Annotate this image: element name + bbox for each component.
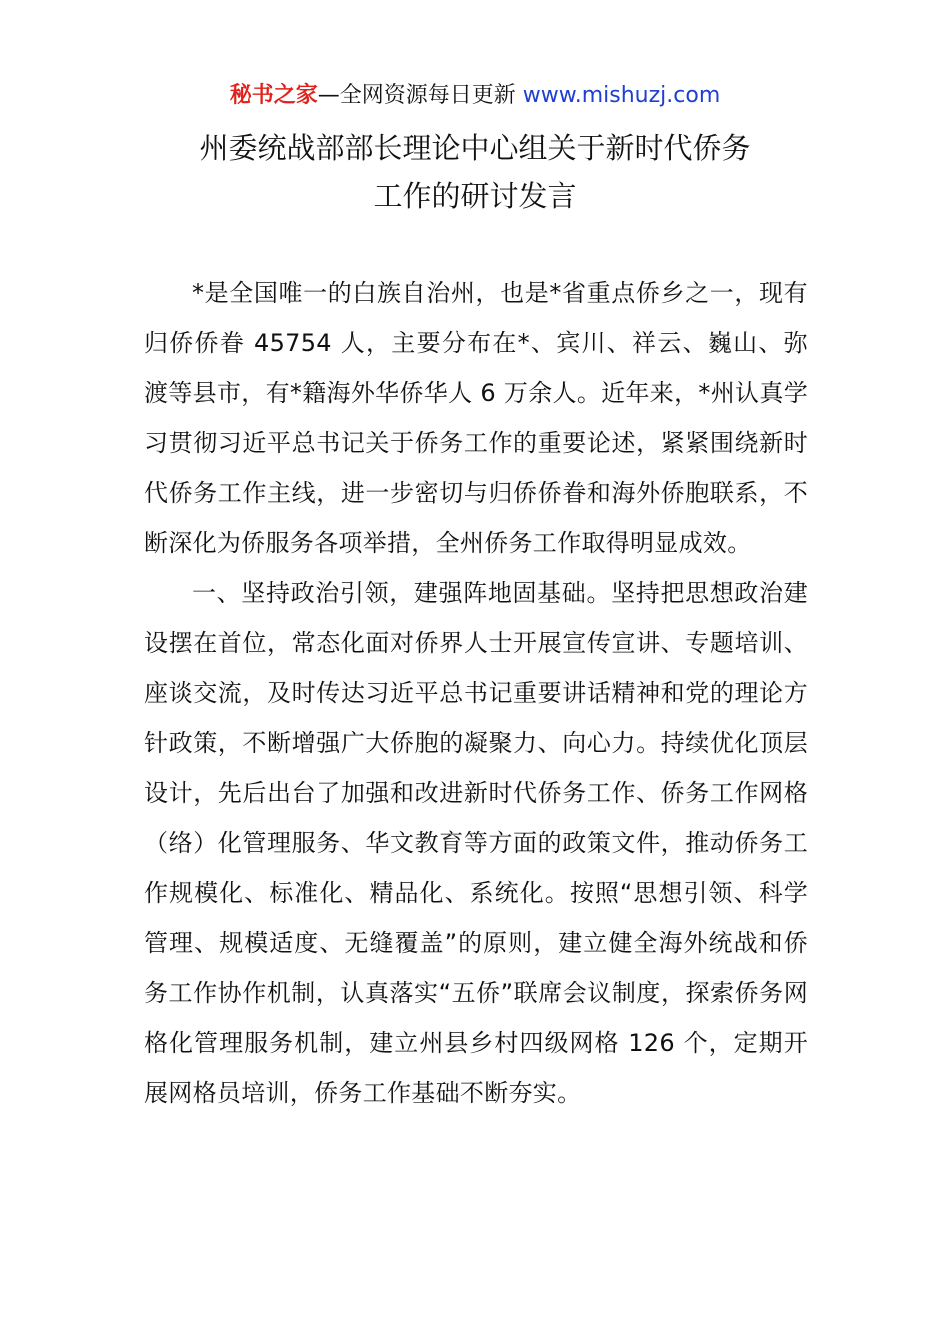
site-tagline: —全网资源每日更新 bbox=[317, 83, 523, 108]
body-paragraph: *是全国唯一的白族自治州，也是*省重点侨乡之一，现有归侨侨眷 45754 人，主要分布在*、宾川、祥云、巍山、弥渡等县市，有*籍海外华侨华人 6 万余人。近年来，*州认真学习贯彻习近平总书记关于侨务工作的重要论述，紧紧围绕新时代侨务工作主线，进一步密切与归侨侨眷和海外侨胞联系，不断深化为侨服务各项举措，全州侨务工作取得明显成效。 bbox=[144, 279, 808, 557]
site-brand: 秘书之家 bbox=[229, 83, 318, 108]
site-header bbox=[0, 80, 950, 112]
site-url-link[interactable]: www.mishuzj.com bbox=[522, 83, 721, 108]
document-title-line-1: 州委统战部部长理论中心组关于新时代侨务 bbox=[199, 131, 751, 165]
document-title bbox=[0, 124, 950, 220]
document-title-line-2: 工作的研讨发言 bbox=[373, 179, 577, 213]
body-paragraph: 一、坚持政治引领，建强阵地固基础。坚持把思想政治建设摆在首位，常态化面对侨界人士开展宣传宣讲、专题培训、座谈交流，及时传达习近平总书记重要讲话精神和党的理论方针政策，不断增强广大侨胞的凝聚力、向心力。持续优化顶层设计，先后出台了加强和改进新时代侨务工作、侨务工作网格（络）化管理服务、华文教育等方面的政策文件，推动侨务工作规模化、标准化、精品化、系统化。按照“思想引领、科学管理、规模适度、无缝覆盖”的原则，建立健全海外统战和侨务工作协作机制，认真落实“五侨”联席会议制度，探索侨务网格化管理服务机制，建立州县乡村四级网格 126 个，定期开展网格员培训，侨务工作基础不断夯实。 bbox=[144, 579, 808, 1107]
document-body bbox=[144, 268, 808, 1118]
